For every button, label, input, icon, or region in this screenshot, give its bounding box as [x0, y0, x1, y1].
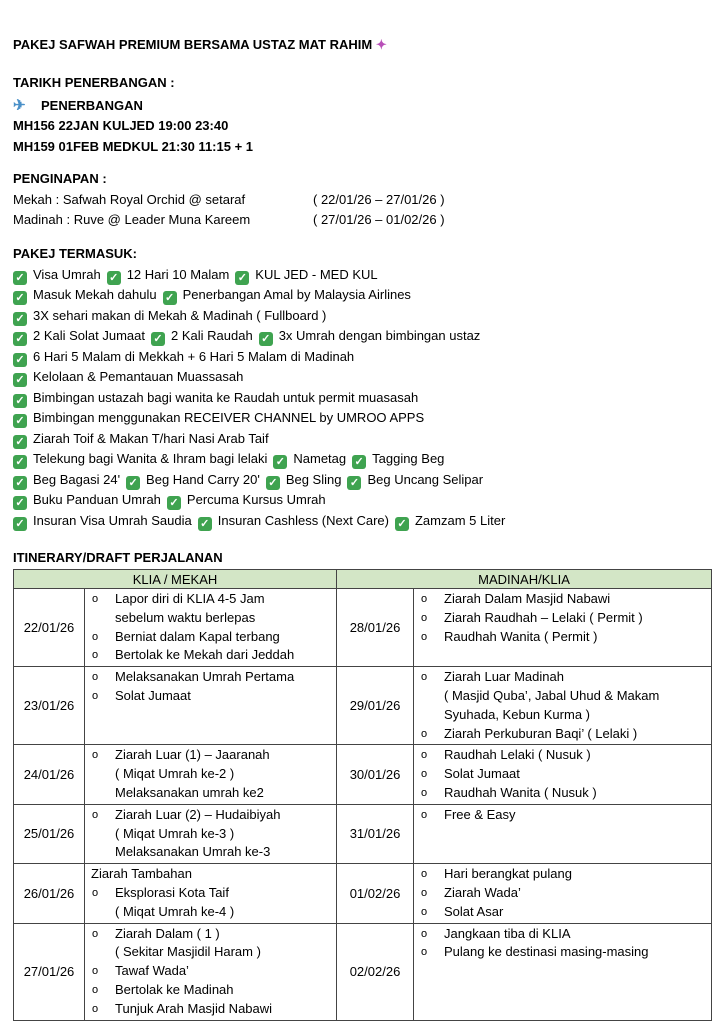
package-item [13, 451, 267, 466]
itinerary-date: 27/01/26 [14, 923, 85, 1020]
itinerary-activity: ( Sekitar Masjidil Haram ) [115, 944, 261, 960]
itinerary-activity: o Ziarah Dalam ( 1 ) [91, 925, 332, 944]
check-mark-icon: ✓ [198, 517, 212, 531]
check-mark-icon: ✓ [167, 496, 181, 510]
itinerary-heading: ITINERARY/DRAFT PERJALANAN [13, 550, 223, 565]
package-item-label: Percuma Kursus Umrah [186, 492, 326, 507]
column-header-klia-mekah: KLIA / MEKAH [14, 570, 337, 589]
check-mark-icon: ✓ [13, 312, 27, 326]
package-row [13, 490, 511, 511]
check-mark-icon: ✓ [13, 373, 27, 387]
check-mark-icon: ✓ [235, 271, 249, 285]
package-heading: PAKEJ TERMASUK: [13, 246, 137, 261]
itinerary-activity: ( Miqat Umrah ke-4 ) [115, 903, 235, 919]
itinerary-activity: o Tunjuk Arah Masjid Nabawi [91, 1000, 332, 1019]
package-item [13, 492, 161, 507]
check-mark-icon: ✓ [352, 455, 366, 469]
package-item [13, 513, 192, 528]
itinerary-activities [85, 589, 337, 667]
airplane-icon: ✈ [13, 96, 26, 114]
itinerary-activity: o Melaksanakan Umrah Pertama [91, 668, 332, 687]
itinerary-row [14, 589, 712, 667]
itinerary-table [13, 569, 712, 1021]
check-mark-icon: ✓ [126, 476, 140, 490]
package-row [13, 470, 511, 491]
package-row [13, 408, 511, 429]
itinerary-activities [85, 864, 337, 923]
itinerary-activity: o Berniat dalam Kapal terbang [91, 628, 332, 647]
package-item [13, 410, 424, 425]
accommodation-place: Mekah : Safwah Royal Orchid @ setaraf [13, 191, 246, 207]
package-item-label: 2 Kali Raudah [171, 328, 253, 343]
package-row [13, 429, 511, 450]
itinerary-activity: ( Masjid Quba’, Jabal Uhud & Makam [444, 687, 660, 703]
package-row [13, 388, 511, 409]
check-mark-icon: ✓ [13, 435, 27, 449]
package-item-label: 12 Hari 10 Malam [126, 266, 230, 282]
package-item [13, 369, 243, 384]
package-item [235, 267, 377, 282]
package-row [13, 326, 511, 347]
itinerary-activities [414, 745, 712, 804]
party-popper-icon: ✦ [375, 37, 387, 52]
itinerary-activity: ( Miqat Umrah ke-3 ) [115, 825, 235, 841]
package-item [273, 451, 346, 466]
itinerary-activity: o Ziarah Luar Madinah [420, 668, 707, 687]
itinerary-activities [414, 667, 712, 745]
accommodation-heading: PENGINAPAN : [13, 171, 107, 186]
package-item-label: KUL JED - MED KUL [255, 266, 378, 282]
itinerary-activities [414, 923, 712, 1020]
check-mark-icon: ✓ [395, 517, 409, 531]
package-item [352, 451, 444, 466]
itinerary-activities [85, 923, 337, 1020]
check-mark-icon: ✓ [266, 476, 280, 490]
check-mark-icon: ✓ [13, 455, 27, 469]
itinerary-activity: ( Miqat Umrah ke-2 ) [115, 766, 235, 782]
itinerary-row [14, 923, 712, 1020]
package-row [13, 265, 511, 286]
accommodation-row [13, 190, 445, 211]
package-item [13, 287, 157, 302]
package-item-label: Insuran Visa Umrah Saudia [33, 512, 192, 528]
package-item-label: Zamzam 5 Liter [414, 512, 506, 528]
check-mark-icon: ✓ [151, 332, 165, 346]
package-item-label: 3x Umrah dengan bimbingan ustaz [278, 328, 481, 343]
package-item-label: Bimbingan menggunakan RECEIVER CHANNEL by UMROO APPS [33, 410, 425, 425]
itinerary-activity: o Raudhah Wanita ( Nusuk ) [420, 784, 707, 803]
package-item-label: Ziarah Toif & Makan T/hari Nasi Arab Taif [33, 430, 269, 446]
package-item [13, 472, 120, 487]
itinerary-activities [85, 745, 337, 804]
itinerary-activity: sebelum waktu berlepas [115, 609, 256, 625]
itinerary-activity: Syuhada, Kebun Kurma ) [444, 706, 590, 722]
itinerary-activity: o Solat Jumaat [420, 765, 707, 784]
package-item-label: 2 Kali Solat Jumaat [33, 328, 146, 343]
flight-line-1: MH156 22JAN KULJED 19:00 23:40 [13, 118, 229, 133]
package-row [13, 285, 511, 306]
itinerary-row [14, 667, 712, 745]
column-header-madinah-klia: MADINAH/KLIA [337, 570, 712, 589]
itinerary-date: 24/01/26 [14, 745, 85, 804]
itinerary-date: 26/01/26 [14, 864, 85, 923]
itinerary-activities [414, 804, 712, 863]
check-mark-icon: ✓ [259, 332, 273, 346]
package-item-label: Tagging Beg [372, 451, 445, 466]
itinerary-activities [85, 804, 337, 863]
package-item-label: Beg Bagasi 24' [33, 471, 121, 487]
check-mark-icon: ✓ [273, 455, 287, 469]
accommodation-dates: ( 22/01/26 – 27/01/26 ) [313, 191, 445, 207]
check-mark-icon: ✓ [13, 353, 27, 367]
package-row [13, 511, 511, 532]
package-item-label: Visa Umrah [33, 266, 101, 282]
itinerary-activity: o Bertolak ke Mekah dari Jeddah [91, 646, 332, 665]
package-item-label: 6 Hari 5 Malam di Mekkah + 6 Hari 5 Malam di Madinah [33, 348, 355, 364]
check-mark-icon: ✓ [13, 476, 27, 490]
package-item-label: Beg Hand Carry 20' [146, 471, 260, 487]
package-item [347, 472, 483, 487]
itinerary-row [14, 864, 712, 923]
package-list [13, 265, 511, 532]
itinerary-date: 02/02/26 [337, 923, 414, 1020]
itinerary-date: 01/02/26 [337, 864, 414, 923]
check-mark-icon: ✓ [13, 496, 27, 510]
itinerary-date: 28/01/26 [337, 589, 414, 667]
package-item-label: Insuran Cashless (Next Care) [217, 512, 389, 528]
package-item-label: Telekung bagi Wanita & Ihram bagi lelaki [33, 451, 268, 466]
package-item [395, 513, 505, 528]
itinerary-activity: o Pulang ke destinasi masing-masing [420, 943, 707, 962]
itinerary-activities [414, 589, 712, 667]
itinerary-activity: Melaksanakan umrah ke2 [115, 784, 264, 800]
itinerary-activities [85, 667, 337, 745]
package-item-label: Kelolaan & Pemantauan Muassasah [33, 369, 244, 384]
itinerary-activity: o Ziarah Perkuburan Baqi’ ( Lelaki ) [420, 725, 707, 744]
flight-line-2: MH159 01FEB MEDKUL 21:30 11:15 + 1 [13, 138, 254, 154]
package-item [259, 328, 481, 343]
package-item [107, 267, 230, 282]
check-mark-icon: ✓ [13, 271, 27, 285]
package-item [13, 431, 269, 446]
itinerary-activity: o Ziarah Luar (1) – Jaaranah [91, 746, 332, 765]
check-mark-icon: ✓ [107, 271, 121, 285]
itinerary-date: 29/01/26 [337, 667, 414, 745]
package-item [198, 513, 389, 528]
itinerary-activity: o Tawaf Wada’ [91, 962, 332, 981]
itinerary-date: 31/01/26 [337, 804, 414, 863]
package-item [151, 328, 253, 343]
itinerary-activity: o Solat Asar [420, 903, 707, 922]
check-mark-icon: ✓ [13, 394, 27, 408]
accommodation-row [13, 210, 445, 231]
package-row [13, 367, 511, 388]
package-item-label: Penerbangan Amal by Malaysia Airlines [182, 287, 411, 302]
package-item [126, 472, 260, 487]
itinerary-activity: Ziarah Tambahan [91, 866, 192, 882]
package-item-label: Beg Uncang Selipar [367, 471, 484, 487]
check-mark-icon: ✓ [13, 517, 27, 531]
flight-subheading: ✈ PENERBANGAN [13, 96, 253, 117]
check-mark-icon: ✓ [347, 476, 361, 490]
itinerary-activity: o Hari berangkat pulang [420, 865, 707, 884]
package-item [13, 390, 418, 405]
itinerary-activity: o Raudhah Lelaki ( Nusuk ) [420, 746, 707, 765]
itinerary-activity: Melaksanakan Umrah ke-3 [115, 844, 271, 860]
itinerary-activities [414, 864, 712, 923]
check-mark-icon: ✓ [13, 414, 27, 428]
package-item-label: 3X sehari makan di Mekah & Madinah ( Fullboard ) [33, 307, 327, 323]
itinerary-activity: o Ziarah Raudhah – Lelaki ( Permit ) [420, 609, 707, 628]
itinerary-date: 22/01/26 [14, 589, 85, 667]
package-item [13, 328, 145, 343]
check-mark-icon: ✓ [163, 291, 177, 305]
accommodation-section [13, 169, 445, 231]
package-item [13, 267, 101, 282]
itinerary-date: 25/01/26 [14, 804, 85, 863]
itinerary-activity: o Ziarah Dalam Masjid Nabawi [420, 590, 707, 609]
itinerary-row [14, 804, 712, 863]
package-section [13, 244, 511, 531]
package-row [13, 449, 511, 470]
package-item-label: Beg Sling [285, 471, 342, 487]
package-item [13, 349, 354, 364]
itinerary-date: 23/01/26 [14, 667, 85, 745]
itinerary-activity: o Jangkaan tiba di KLIA [420, 925, 707, 944]
itinerary-activity: o Eksplorasi Kota Taif [91, 884, 332, 903]
flight-heading: TARIKH PENERBANGAN : [13, 75, 175, 90]
package-item [163, 287, 411, 302]
itinerary-header-row [14, 570, 712, 589]
title-text: PAKEJ SAFWAH PREMIUM BERSAMA USTAZ MAT RAHIM [13, 37, 373, 52]
package-item-label: Nametag [293, 451, 347, 466]
package-row [13, 306, 511, 327]
itinerary-activity: o Ziarah Luar (2) – Hudaibiyah [91, 806, 332, 825]
document-title [13, 36, 387, 54]
itinerary-activity: o Solat Jumaat [91, 687, 332, 706]
itinerary-activity: o Free & Easy [420, 806, 707, 825]
accommodation-place: Madinah : Ruve @ Leader Muna Kareem [13, 212, 251, 227]
package-item-label: Buku Panduan Umrah [33, 492, 161, 507]
package-item [13, 308, 326, 323]
package-item-label: Masuk Mekah dahulu [33, 287, 157, 302]
package-item [167, 492, 326, 507]
itinerary-date: 30/01/26 [337, 745, 414, 804]
itinerary-activity: o Lapor diri di KLIA 4-5 Jam [91, 590, 332, 609]
check-mark-icon: ✓ [13, 291, 27, 305]
package-item-label: Bimbingan ustazah bagi wanita ke Raudah untuk permit muasasah [33, 389, 419, 405]
accommodation-dates: ( 27/01/26 – 01/02/26 ) [313, 212, 445, 227]
itinerary-row [14, 745, 712, 804]
itinerary-activity: o Ziarah Wada’ [420, 884, 707, 903]
itinerary-activity: o Raudhah Wanita ( Permit ) [420, 628, 707, 647]
check-mark-icon: ✓ [13, 332, 27, 346]
package-item [266, 472, 342, 487]
flight-section [13, 73, 253, 157]
itinerary-activity: o Bertolak ke Madinah [91, 981, 332, 1000]
package-row [13, 347, 511, 368]
